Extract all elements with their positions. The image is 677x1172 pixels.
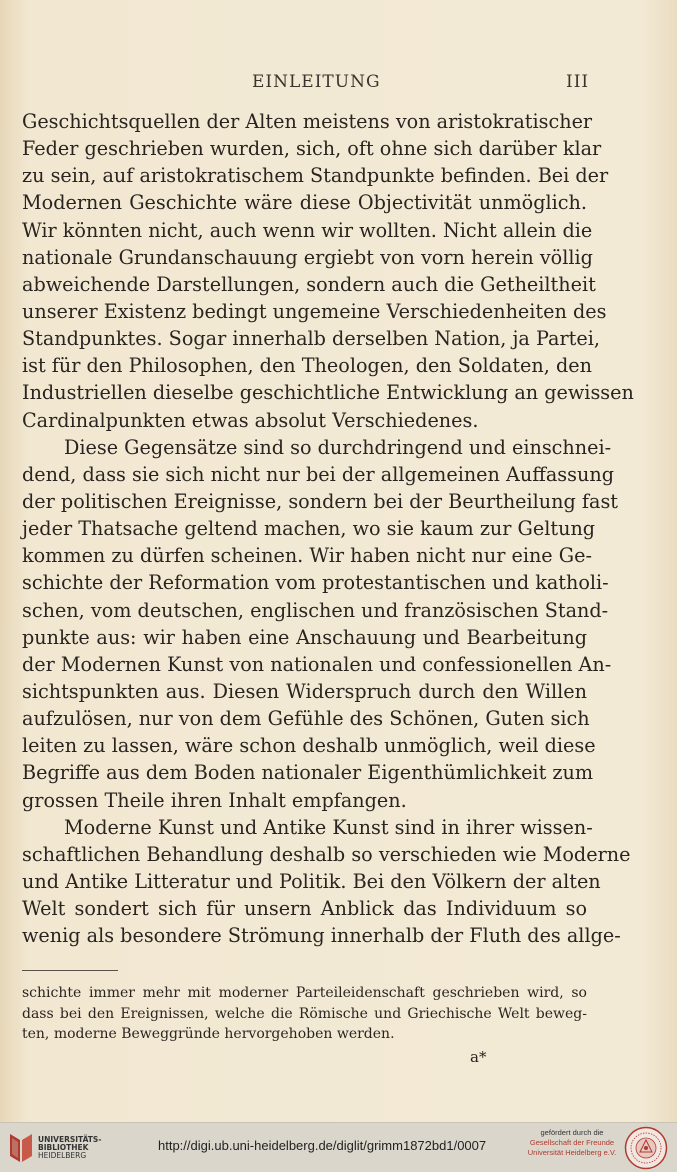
- library-name-line: HEIDELBERG: [38, 1151, 87, 1160]
- text-line: leiten zu lassen, wäre schon deshalb unmöglich, weil diese: [22, 734, 596, 758]
- text-line: dend, dass sie sich nicht nur bei der allgemeinen Auffassung: [22, 462, 614, 486]
- text-line: ist für den Philosophen, den Theologen, den Soldaten, den: [22, 354, 592, 378]
- library-emblem-icon: [8, 1130, 34, 1166]
- text-line: grossen Theile ihren Inhalt empfangen.: [22, 788, 407, 812]
- text-line: abweichende Darstellungen, sondern auch die Getheiltheit: [22, 272, 596, 296]
- footnotes: [22, 983, 587, 1045]
- text-line: der politischen Ereignisse, sondern bei der Beurtheilung fast: [22, 489, 619, 513]
- text-line: schen, vom deutschen, englischen und französischen Stand-: [22, 598, 609, 622]
- text-line: Moderne Kunst und Antike Kunst sind in ihrer wissen-: [64, 815, 593, 839]
- running-head: [0, 72, 677, 96]
- text-line: Diese Gegensätze sind so durchdringend und einschnei-: [64, 435, 612, 459]
- text-line: jeder Thatsache geltend machen, wo sie kaum zur Geltung: [22, 517, 596, 541]
- library-name-line: UNIVERSITÄTS-: [38, 1135, 102, 1144]
- text-line: Feder geschrieben wurden, sich, oft ohne sich darüber klar: [22, 137, 602, 161]
- footnote-line: dass bei den Ereignissen, welche die Römische und Griechische Welt beweg-: [22, 1005, 587, 1022]
- page-number: III: [566, 72, 590, 92]
- text-line: Standpunktes. Sogar innerhalb derselben Nation, ja Partei,: [22, 327, 600, 351]
- text-line: Welt sondert sich für unsern Anblick das Individuum so: [22, 897, 587, 921]
- text-line: wenig als besondere Strömung innerhalb der Fluth des allge-: [22, 924, 621, 948]
- text-line: schaftlichen Behandlung deshalb so verschieden wie Moderne: [22, 842, 631, 866]
- text-line: punkte aus: wir haben eine Anschauung und Bearbeitung: [22, 625, 587, 649]
- footnote-divider: [22, 970, 118, 971]
- footnote-line: schichte immer mehr mit moderner Parteileidenschaft geschrieben wird, so: [22, 985, 587, 1001]
- sponsor-name: Gesellschaft der Freunde: [529, 1138, 615, 1147]
- text-line: schichte der Reformation vom protestantischen und katholi-: [22, 571, 609, 595]
- text-line: Geschichtsquellen der Alten meistens von aristokratischer: [22, 110, 593, 133]
- text-line: unserer Existenz bedingt ungemeine Verschiedenheiten des: [22, 299, 607, 323]
- signature-mark: a*: [470, 1048, 487, 1066]
- text-line: Wir könnten nicht, auch wenn wir wollten. Nicht allein die: [22, 218, 593, 242]
- library-logo[interactable]: [8, 1130, 120, 1166]
- sponsor-credit[interactable]: [522, 1127, 622, 1158]
- footnote-line: ten, moderne Beweggründe hervorgehoben werden.: [22, 1026, 395, 1042]
- text-line: der Modernen Kunst von nationalen und confessionellen An-: [22, 652, 612, 676]
- text-line: Begriffe aus dem Boden nationaler Eigenthümlichkeit zum: [22, 761, 594, 785]
- text-line: nationale Grundanschauung ergiebt von vorn herein völlig: [22, 245, 593, 269]
- text-line: Modernen Geschichte wäre diese Objectivität unmöglich.: [22, 191, 587, 215]
- university-seal-icon: [624, 1126, 668, 1170]
- running-head-title: EINLEITUNG: [252, 72, 381, 92]
- text-line: aufzulösen, nur von dem Gefühle des Schönen, Guten sich: [22, 707, 590, 731]
- permalink-url[interactable]: http://digi.ub.uni-heidelberg.de/diglit/grimm1872bd1/0007: [158, 1138, 487, 1153]
- library-name-line: BIBLIOTHEK: [38, 1143, 89, 1152]
- text-line: Cardinalpunkten etwas absolut Verschiedenes.: [22, 408, 479, 432]
- text-line: sichtspunkten aus. Diesen Widerspruch durch den Willen: [22, 679, 587, 703]
- sponsor-intro: gefördert durch die: [540, 1128, 604, 1137]
- text-line: kommen zu dürfen scheinen. Wir haben nicht nur eine Ge-: [22, 544, 592, 568]
- sponsor-name: Universität Heidelberg e.V.: [527, 1148, 617, 1157]
- text-line: zu sein, auf aristokratischem Standpunkte befinden. Bei der: [22, 164, 609, 188]
- viewer-footer: [0, 1122, 677, 1172]
- body-text: [22, 108, 634, 949]
- text-line: und Antike Litteratur und Politik. Bei den Völkern der alten: [22, 869, 601, 893]
- text-line: Industriellen dieselbe geschichtliche Entwicklung an gewissen: [22, 381, 634, 405]
